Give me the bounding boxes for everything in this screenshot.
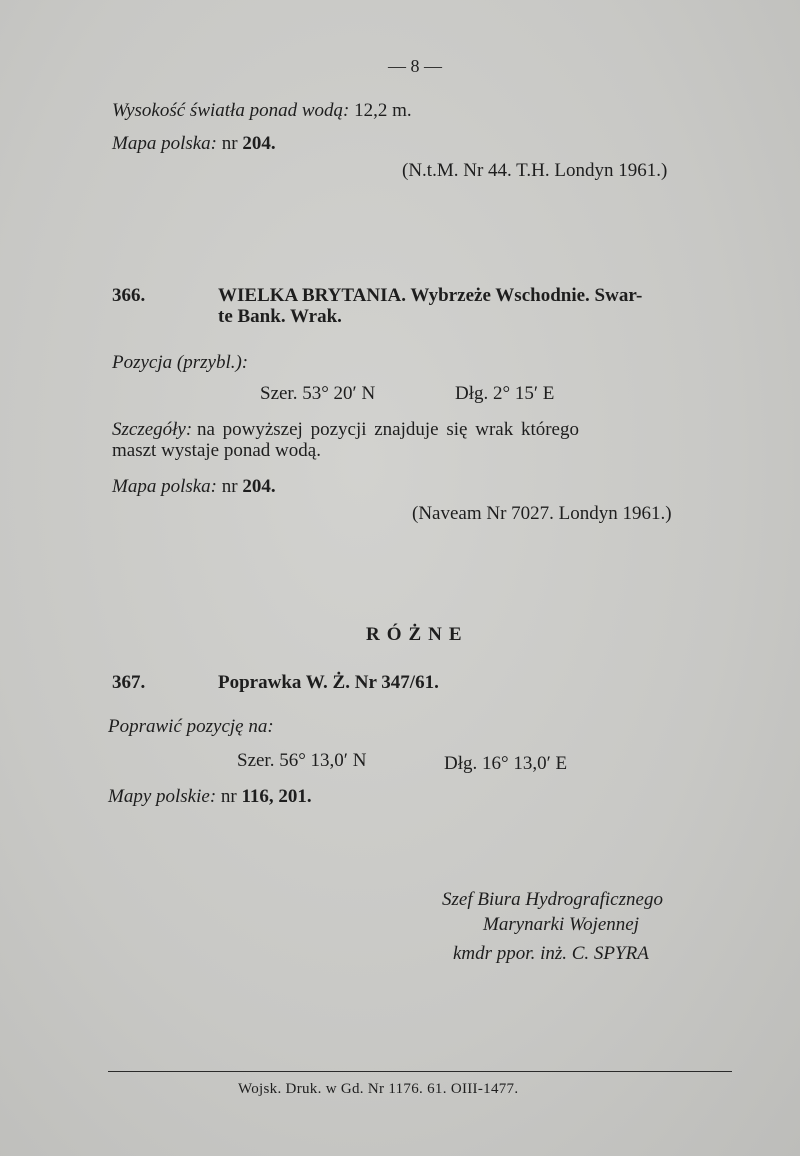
page-number: — 8 — <box>388 56 442 76</box>
entry-367-maps-line <box>108 786 312 809</box>
entry-366-map-number: 204. <box>242 476 276 497</box>
entry-366-details-line1 <box>112 419 737 442</box>
entry-366-details-line2: maszt wystaje ponad wodą. <box>112 440 321 461</box>
printer-footer: Wojsk. Druk. w Gd. Nr 1176. 61. OIII-1477. <box>238 1081 519 1097</box>
prev-map-line <box>112 133 276 156</box>
signature-line2: Marynarki Wojennej <box>483 914 640 935</box>
entry-366-map-label: Mapa polska: <box>112 476 218 497</box>
footer-rule <box>108 1071 732 1072</box>
entry-366-title-line2: te Bank. Wrak. <box>218 306 342 327</box>
section-heading: RÓŻNE <box>366 624 469 645</box>
height-line <box>112 100 412 123</box>
entry-366-lat: Szer. 53° 20′ N <box>260 383 376 404</box>
entry-366-details-label: Szczegóły: <box>112 419 193 440</box>
entry-367-lat: Szer. 56° 13,0′ N <box>237 750 367 771</box>
entry-366-source: (Naveam Nr 7027. Londyn 1961.) <box>412 503 672 524</box>
entry-366-number: 366. <box>112 285 146 306</box>
entry-367-correct-label: Poprawić pozycję na: <box>108 716 274 737</box>
entry-366-position-label: Pozycja (przybl.): <box>112 352 249 373</box>
entry-366-title-line1: WIELKA BRYTANIA. Wybrzeże Wschodnie. Swar- <box>218 285 643 306</box>
height-value: 12,2 m. <box>354 100 412 121</box>
prev-map-label: Mapa polska: <box>112 133 218 154</box>
entry-367-number: 367. <box>112 672 146 693</box>
entry-367-maps-nr: nr <box>220 786 237 807</box>
prev-source: (N.t.M. Nr 44. T.H. Londyn 1961.) <box>402 160 668 181</box>
height-label: Wysokość światła ponad wodą: <box>112 100 350 121</box>
signature-line1: Szef Biura Hydrograficznego <box>442 889 663 910</box>
entry-367-title: Poprawka W. Ż. Nr 347/61. <box>218 672 439 693</box>
entry-366-map-line <box>112 476 276 499</box>
entry-367-maps-label: Mapy polskie: <box>108 786 217 807</box>
prev-map-number: 204. <box>242 133 276 154</box>
entry-366-lon: Dłg. 2° 15′ E <box>455 383 555 404</box>
entry-366-details-text1: na powyższej pozycji znajduje się wrak którego <box>196 419 579 440</box>
prev-map-nr: nr <box>221 133 238 154</box>
signature-line3: kmdr ppor. inż. C. SPYRA <box>453 943 649 964</box>
entry-366-map-nr: nr <box>221 476 238 497</box>
entry-367-lon: Dłg. 16° 13,0′ E <box>444 753 568 774</box>
entry-367-maps-numbers: 116, 201. <box>241 786 312 807</box>
